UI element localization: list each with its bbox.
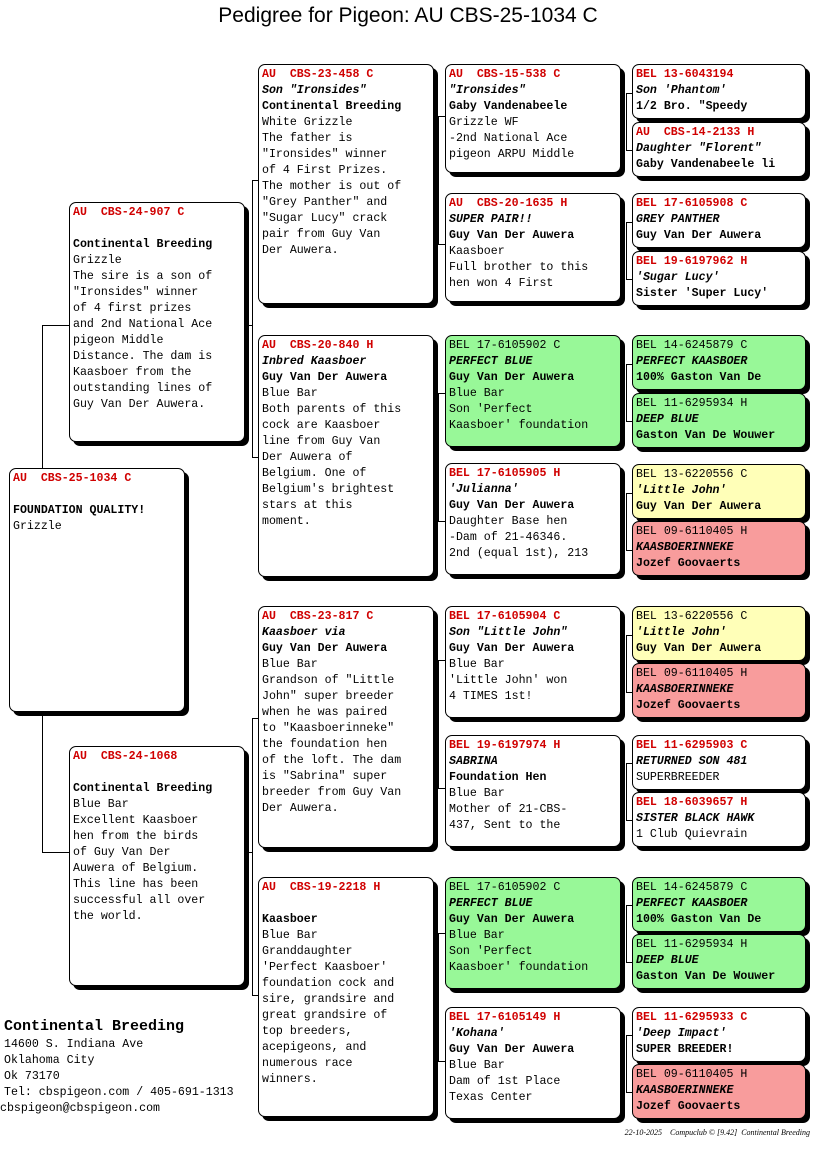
- ancestor-note: Blue Bar: [449, 929, 505, 942]
- grandparent-note: acepigeons, and: [262, 1041, 367, 1054]
- address-line: 14600 S. Indiana Ave: [4, 1038, 144, 1051]
- ancestor-name: SUPER PAIR!!: [449, 213, 533, 226]
- grandparent-note: foundation cock and: [262, 977, 395, 990]
- ancestor-breeder: Guy Van Der Auwera: [449, 229, 575, 242]
- ancestor-note: pigeon ARPU Middle: [449, 148, 575, 161]
- ancestor-note: Texas Center: [449, 1091, 533, 1104]
- sire-note: Distance. The dam is: [73, 350, 213, 363]
- ancestor-name: SABRINA: [449, 755, 498, 768]
- gen4-card[interactable]: [632, 251, 806, 306]
- ancestor-note: -Dam of 21-46346.: [449, 531, 568, 544]
- subject-card[interactable]: [9, 468, 185, 712]
- gen4-card[interactable]: [632, 122, 806, 177]
- breeder-name: Continental Breeding: [4, 1018, 185, 1035]
- sire-note: Kaasboer from the: [73, 366, 192, 379]
- gen4-ring: BEL 09-6110405 H: [636, 525, 748, 538]
- gen4-card[interactable]: [632, 934, 806, 989]
- connector: [434, 180, 438, 181]
- gen4-ring: BEL 11-6295934 H: [636, 397, 748, 410]
- grandparent-note: Both parents of this: [262, 403, 402, 416]
- grandparent-note: John" super breeder: [262, 690, 395, 703]
- gen4-line: Jozef Goovaerts: [636, 557, 741, 570]
- connector: [42, 325, 43, 468]
- ancestor-breeder: Guy Van Der Auwera: [449, 499, 575, 512]
- gen4-line: Jozef Goovaerts: [636, 1100, 741, 1113]
- connector: [438, 116, 439, 244]
- ancestor-note: Full brother to this: [449, 261, 589, 274]
- grandparent-card[interactable]: [258, 606, 434, 848]
- grandparent-breeder: Kaasboer: [262, 913, 318, 926]
- connector: [626, 635, 627, 692]
- ancestor-note: 437, Sent to the: [449, 819, 561, 832]
- subject-name: FOUNDATION QUALITY!: [13, 504, 146, 517]
- ancestor-ring: BEL 17-6105149 H: [449, 1011, 561, 1024]
- ancestor-breeder: Guy Van Der Auwera: [449, 1043, 575, 1056]
- gen4-card[interactable]: [632, 335, 806, 390]
- connector: [246, 852, 252, 853]
- gen4-line: 100% Gaston Van De: [636, 913, 762, 926]
- ancestor-ring: BEL 17-6105904 C: [449, 610, 561, 623]
- connector: [438, 393, 445, 394]
- sire-note: The sire is a son of: [73, 270, 213, 283]
- ancestor-name: Son "Little John": [449, 626, 568, 639]
- grandparent-note: "Grey Panther" and: [262, 196, 388, 209]
- grandparent-note: pair from Guy Van: [262, 228, 381, 241]
- ancestor-breeder: Foundation Hen: [449, 771, 547, 784]
- connector: [438, 116, 445, 117]
- ancestor-note: 2nd (equal 1st), 213: [449, 547, 589, 560]
- breeder-address-block: [0, 1017, 234, 1117]
- connector: [42, 325, 70, 326]
- connector: [438, 521, 445, 522]
- grandparent-note: of the loft. The dam: [262, 754, 402, 767]
- ancestor-ring: AU CBS-15-538 C: [449, 68, 561, 81]
- grandparent-note: Der Auwera of: [262, 451, 353, 464]
- subject-ring: AU CBS-25-1034 C: [13, 472, 132, 485]
- gen4-name: PERFECT KAASBOER: [636, 355, 748, 368]
- grandparent-note: great grandsire of: [262, 1009, 388, 1022]
- ancestor-ring: BEL 17-6105902 C: [449, 339, 561, 352]
- ancestor-note: Kaasboer' foundation: [449, 961, 589, 974]
- gen4-name: KAASBOERINNEKE: [636, 683, 734, 696]
- great-grandparent-card[interactable]: [445, 463, 621, 575]
- dam-note: successful all over: [73, 894, 206, 907]
- gen4-line: 100% Gaston Van De: [636, 371, 762, 384]
- ancestor-note: Blue Bar: [449, 658, 505, 671]
- dam-ring: AU CBS-24-1068: [73, 750, 178, 763]
- dam-note: of Guy Van Der: [73, 846, 171, 859]
- connector: [438, 933, 439, 1061]
- gen4-line: Guy Van Der Auwera: [636, 229, 762, 242]
- grandparent-note: "Ironsides" winner: [262, 148, 388, 161]
- sire-note: outstanding lines of: [73, 382, 213, 395]
- ancestor-note: -2nd National Ace: [449, 132, 568, 145]
- connector: [438, 660, 445, 661]
- grandparent-note: cock are Kaasboer: [262, 419, 381, 432]
- grandparent-note: Grandson of "Little: [262, 674, 395, 687]
- dam-card[interactable]: [69, 746, 245, 986]
- great-grandparent-card[interactable]: [445, 606, 621, 718]
- gen4-ring: BEL 11-6295903 C: [636, 739, 748, 752]
- grandparent-breeder: Guy Van Der Auwera: [262, 371, 388, 384]
- connector: [438, 660, 439, 788]
- gen4-card[interactable]: [632, 792, 806, 847]
- grandparent-name: [262, 896, 430, 912]
- great-grandparent-card[interactable]: [445, 877, 621, 989]
- grandparent-card[interactable]: [258, 64, 434, 304]
- grandparent-note: the foundation hen: [262, 738, 388, 751]
- connector: [626, 493, 627, 550]
- connector: [252, 718, 253, 995]
- ancestor-note: Son 'Perfect: [449, 945, 533, 958]
- dam-color: Blue Bar: [73, 798, 129, 811]
- ancestor-name: PERFECT BLUE: [449, 355, 533, 368]
- grandparent-note: Belgium's brightest: [262, 483, 395, 496]
- grandparent-ring: AU CBS-19-2218 H: [262, 881, 381, 894]
- dam-note: the world.: [73, 910, 143, 923]
- ancestor-note: hen won 4 First: [449, 277, 554, 290]
- grandparent-name: Son "Ironsides": [262, 84, 367, 97]
- dam-note: Excellent Kaasboer: [73, 814, 199, 827]
- grandparent-note: breeder from Guy Van: [262, 786, 402, 799]
- gen4-name: 'Little John': [636, 626, 727, 639]
- gen4-name: 'Little John': [636, 484, 727, 497]
- contact-line: Tel: cbspigeon.com / 405-691-1313: [4, 1086, 234, 1099]
- gen4-line: 1/2 Bro. "Speedy: [636, 100, 748, 113]
- dam-note: This line has been: [73, 878, 199, 891]
- great-grandparent-card[interactable]: [445, 1007, 621, 1119]
- ancestor-note: Blue Bar: [449, 387, 505, 400]
- grandparent-breeder: Continental Breeding: [262, 100, 402, 113]
- grandparent-note: Der Auwera.: [262, 802, 339, 815]
- grandparent-note: Belgium. One of: [262, 467, 367, 480]
- ancestor-breeder: Gaby Vandenabeele: [449, 100, 568, 113]
- connector: [626, 905, 627, 962]
- grandparent-note: sire, grandsire and: [262, 993, 395, 1006]
- address-line: Oklahoma City: [4, 1054, 95, 1067]
- grandparent-color: Blue Bar: [262, 658, 318, 671]
- gen4-line: Guy Van Der Auwera: [636, 500, 762, 513]
- ancestor-breeder: Guy Van Der Auwera: [449, 642, 575, 655]
- gen4-line: 1 Club Quievrain: [636, 828, 748, 841]
- ancestor-name: 'Julianna': [449, 483, 519, 496]
- sire-note: "Ironsides" winner: [73, 286, 199, 299]
- gen4-ring: AU CBS-14-2133 H: [636, 126, 755, 139]
- sire-card[interactable]: [69, 202, 245, 442]
- gen4-card[interactable]: [632, 1064, 806, 1119]
- gen4-line: Jozef Goovaerts: [636, 699, 741, 712]
- gen4-ring: BEL 13-6220556 C: [636, 610, 748, 623]
- gen4-ring: BEL 13-6043194: [636, 68, 734, 81]
- gen4-card[interactable]: [632, 663, 806, 718]
- connector: [42, 712, 43, 852]
- grandparent-ring: AU CBS-23-817 C: [262, 610, 374, 623]
- connector: [434, 457, 438, 458]
- grandparent-note: line from Guy Van: [262, 435, 381, 448]
- gen4-card[interactable]: [632, 521, 806, 576]
- ancestor-note: Dam of 1st Place: [449, 1075, 561, 1088]
- gen4-ring: BEL 11-6295934 H: [636, 938, 748, 951]
- great-grandparent-card[interactable]: [445, 335, 621, 447]
- ancestor-breeder: Guy Van Der Auwera: [449, 913, 575, 926]
- gen4-line: Guy Van Der Auwera: [636, 642, 762, 655]
- gen4-ring: BEL 09-6110405 H: [636, 1068, 748, 1081]
- subject-color: Grizzle: [13, 520, 62, 533]
- grandparent-breeder: Guy Van Der Auwera: [262, 642, 388, 655]
- grandparent-card[interactable]: [258, 335, 434, 577]
- grandparent-note: of 4 First Prizes.: [262, 164, 388, 177]
- sire-note: of 4 first prizes: [73, 302, 192, 315]
- ancestor-note: Kaasboer' foundation: [449, 419, 589, 432]
- great-grandparent-card[interactable]: [445, 64, 621, 173]
- gen4-name: 'Sugar Lucy': [636, 271, 720, 284]
- ancestor-name: PERFECT BLUE: [449, 897, 533, 910]
- ancestor-ring: BEL 19-6197974 H: [449, 739, 561, 752]
- gen4-name: SISTER BLACK HAWK: [636, 812, 755, 825]
- grandparent-note: "Sugar Lucy" crack: [262, 212, 388, 225]
- gen4-name: Son 'Phantom': [636, 84, 727, 97]
- dam-note: hen from the birds: [73, 830, 199, 843]
- connector: [438, 393, 439, 521]
- connector: [246, 325, 252, 326]
- sire-ring: AU CBS-24-907 C: [73, 206, 185, 219]
- grandparent-note: The father is: [262, 132, 353, 145]
- ancestor-note: Mother of 21-CBS-: [449, 803, 568, 816]
- grandparent-ring: AU CBS-20-840 H: [262, 339, 374, 352]
- gen4-name: KAASBOERINNEKE: [636, 541, 734, 554]
- sire-note: and 2nd National Ace: [73, 318, 213, 331]
- gen4-name: GREY PANTHER: [636, 213, 720, 226]
- gen4-card[interactable]: [632, 393, 806, 448]
- connector: [434, 995, 438, 996]
- grandparent-note: Granddaughter: [262, 945, 353, 958]
- gen4-name: RETURNED SON 481: [636, 755, 748, 768]
- ancestor-note: Grizzle WF: [449, 116, 519, 129]
- connector: [626, 222, 627, 279]
- connector: [42, 852, 70, 853]
- gen4-card[interactable]: [632, 464, 806, 519]
- ancestor-ring: AU CBS-20-1635 H: [449, 197, 568, 210]
- gen4-name: DEEP BLUE: [636, 413, 699, 426]
- gen4-ring: BEL 14-6245879 C: [636, 339, 748, 352]
- gen4-name: DEEP BLUE: [636, 954, 699, 967]
- ancestor-note: 'Little John' won: [449, 674, 568, 687]
- gen4-line: SUPERBREEDER: [636, 771, 720, 784]
- gen4-ring: BEL 17-6105908 C: [636, 197, 748, 210]
- grandparent-note: winners.: [262, 1073, 318, 1086]
- connector: [626, 1035, 627, 1092]
- great-grandparent-card[interactable]: [445, 735, 621, 847]
- gen4-card[interactable]: [632, 64, 806, 119]
- grandparent-card[interactable]: [258, 877, 434, 1117]
- grandparent-note: 'Perfect Kaasboer': [262, 961, 388, 974]
- email-line: cbspigeon@cbspigeon.com: [0, 1102, 161, 1115]
- grandparent-note: when he was paired: [262, 706, 388, 719]
- gen4-name: PERFECT KAASBOER: [636, 897, 748, 910]
- connector: [438, 1061, 445, 1062]
- grandparent-note: to "Kaasboerinneke": [262, 722, 395, 735]
- grandparent-name: Kaasboer via: [262, 626, 346, 639]
- dam-note: Auwera of Belgium.: [73, 862, 199, 875]
- grandparent-note: Der Auwera.: [262, 244, 339, 257]
- ancestor-name: 'Kohana': [449, 1027, 505, 1040]
- connector: [626, 93, 627, 150]
- sire-breeder: Continental Breeding: [73, 238, 213, 251]
- gen4-ring: BEL 14-6245879 C: [636, 881, 748, 894]
- ancestor-ring: BEL 17-6105902 C: [449, 881, 561, 894]
- ancestor-note: Daughter Base hen: [449, 515, 568, 528]
- gen4-ring: BEL 19-6197962 H: [636, 255, 748, 268]
- ancestor-ring: BEL 17-6105905 H: [449, 467, 561, 480]
- grandparent-note: stars at this: [262, 499, 353, 512]
- gen4-card[interactable]: [632, 606, 806, 661]
- connector: [438, 244, 445, 245]
- ancestor-note: Blue Bar: [449, 787, 505, 800]
- page-title: Pedigree for Pigeon: AU CBS-25-1034 C: [218, 4, 598, 27]
- gen4-line: Sister 'Super Lucy': [636, 287, 769, 300]
- connector: [252, 180, 253, 457]
- gen4-card[interactable]: [632, 193, 806, 248]
- address-line: Ok 73170: [4, 1070, 60, 1083]
- connector: [626, 763, 627, 820]
- gen4-name: 'Deep Impact': [636, 1027, 727, 1040]
- connector: [626, 364, 627, 421]
- gen4-ring: BEL 13-6220556 C: [636, 468, 748, 481]
- connector: [438, 933, 445, 934]
- grandparent-note: is "Sabrina" super: [262, 770, 388, 783]
- ancestor-note: Son 'Perfect: [449, 403, 533, 416]
- sire-note: pigeon Middle: [73, 334, 164, 347]
- grandparent-note: numerous race: [262, 1057, 353, 1070]
- ancestor-note: Blue Bar: [449, 1059, 505, 1072]
- ancestor-note: Kaasboer: [449, 245, 505, 258]
- gen4-line: Gaston Van De Wouwer: [636, 429, 776, 442]
- connector: [434, 718, 438, 719]
- ancestor-note: 4 TIMES 1st!: [449, 690, 533, 703]
- grandparent-ring: AU CBS-23-458 C: [262, 68, 374, 81]
- gen4-ring: BEL 09-6110405 H: [636, 667, 748, 680]
- grandparent-note: moment.: [262, 515, 311, 528]
- gen4-line: Gaston Van De Wouwer: [636, 970, 776, 983]
- sire-color: Grizzle: [73, 254, 122, 267]
- gen4-name: KAASBOERINNEKE: [636, 1084, 734, 1097]
- gen4-name: Daughter "Florent": [636, 142, 762, 155]
- gen4-card[interactable]: [632, 735, 806, 790]
- dam-breeder: Continental Breeding: [73, 782, 213, 795]
- gen4-ring: BEL 18-6039657 H: [636, 796, 748, 809]
- grandparent-name: Inbred Kaasboer: [262, 355, 367, 368]
- ancestor-name: "Ironsides": [449, 84, 526, 97]
- grandparent-color: White Grizzle: [262, 116, 353, 129]
- gen4-line: Gaby Vandenabeele li: [636, 158, 776, 171]
- grandparent-color: Blue Bar: [262, 929, 318, 942]
- grandparent-color: Blue Bar: [262, 387, 318, 400]
- gen4-card[interactable]: [632, 877, 806, 932]
- gen4-line: SUPER BREEDER!: [636, 1043, 734, 1056]
- gen4-ring: BEL 11-6295933 C: [636, 1011, 748, 1024]
- ancestor-breeder: Guy Van Der Auwera: [449, 371, 575, 384]
- great-grandparent-card[interactable]: [445, 193, 621, 302]
- gen4-card[interactable]: [632, 1007, 806, 1062]
- grandparent-note: The mother is out of: [262, 180, 402, 193]
- grandparent-note: top breeders,: [262, 1025, 353, 1038]
- connector: [438, 788, 445, 789]
- print-stamp: 22-10-2025 Compuclub © [9.42] Continental Breeding: [624, 1128, 810, 1137]
- sire-note: Guy Van Der Auwera.: [73, 398, 206, 411]
